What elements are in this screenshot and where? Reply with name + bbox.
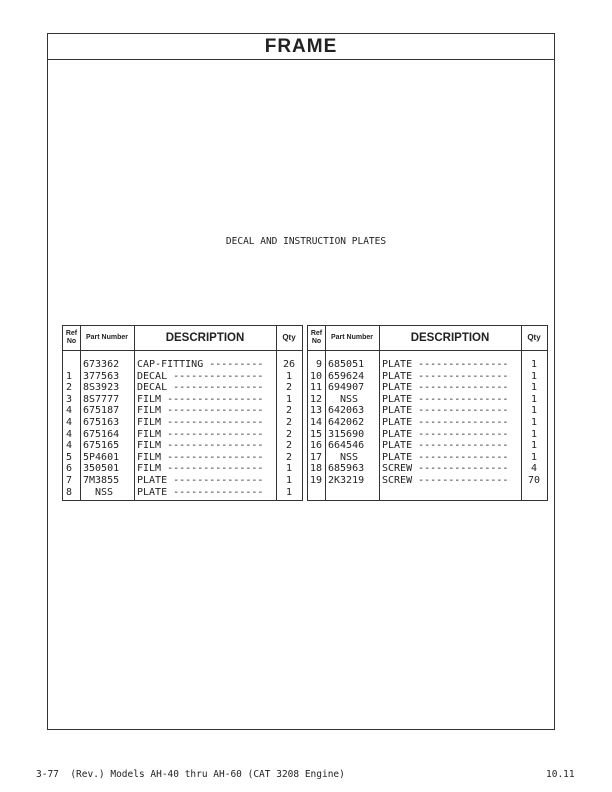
description-cell: FILM ---------------- <box>137 405 264 417</box>
qty-cell: 26 <box>282 359 296 370</box>
description-cell: PLATE --------------- <box>382 440 509 452</box>
qty-cell: 1 <box>530 370 538 382</box>
header-part-number: Part Number <box>85 334 128 341</box>
description-cell: FILM ---------------- <box>137 393 264 405</box>
description-cell: DECAL --------------- <box>137 382 264 394</box>
qty-cell: 1 <box>285 486 293 498</box>
ref-no-cell: 4 <box>66 416 73 428</box>
qty-cell: 2 <box>285 428 293 440</box>
description-cell: CAP-FITTING --------- <box>137 359 264 370</box>
header-ref-no: Ref No <box>310 330 323 345</box>
section-subtitle: DECAL AND INSTRUCTION PLATES <box>225 236 387 247</box>
table-row <box>63 452 302 464</box>
part-number-cell: 675165 <box>83 440 120 452</box>
table-row <box>63 371 302 383</box>
description-cell: FILM ---------------- <box>137 463 264 475</box>
description-cell: PLATE --------------- <box>382 370 509 382</box>
description-cell: FILM ---------------- <box>137 451 264 463</box>
table-header <box>308 326 547 351</box>
page-title: FRAME <box>48 34 554 60</box>
table-row <box>63 405 302 417</box>
description-cell: PLATE --------------- <box>382 359 509 370</box>
ref-no-cell: 4 <box>66 428 73 440</box>
part-number-cell: 5P4601 <box>83 451 120 463</box>
part-number-cell: 315690 <box>328 428 365 440</box>
description-cell: FILM ---------------- <box>137 440 264 452</box>
qty-cell: 2 <box>285 405 293 417</box>
table-row <box>308 417 547 429</box>
part-number-cell: 694907 <box>328 382 365 394</box>
description-cell: FILM ---------------- <box>137 428 264 440</box>
ref-no-cell: 1 <box>66 370 73 382</box>
ref-no-cell: 6 <box>66 463 73 475</box>
qty-cell: 1 <box>530 382 538 394</box>
table-body <box>63 359 302 498</box>
qty-cell: 1 <box>530 393 538 405</box>
part-number-cell: 642062 <box>328 416 365 428</box>
ref-no-cell: 18 <box>309 463 322 475</box>
part-number-cell: NSS <box>95 486 114 498</box>
part-number-cell: 7M3855 <box>83 474 120 486</box>
qty-cell: 1 <box>530 416 538 428</box>
table-row <box>308 475 547 487</box>
qty-cell: 1 <box>530 405 538 417</box>
qty-cell: 1 <box>285 370 293 382</box>
ref-no-cell: 4 <box>66 440 73 452</box>
description-cell: FILM ---------------- <box>137 416 264 428</box>
table-row <box>308 452 547 464</box>
header-qty: Qty <box>282 333 296 342</box>
description-cell: SCREW --------------- <box>382 474 509 486</box>
part-number-cell: 8S3923 <box>83 382 120 394</box>
qty-cell: 2 <box>285 382 293 394</box>
table-row <box>63 382 302 394</box>
qty-cell: 1 <box>285 393 293 405</box>
parts-table-left <box>62 325 303 501</box>
description-cell: PLATE --------------- <box>382 451 509 463</box>
table-row <box>63 429 302 441</box>
table-row <box>308 371 547 383</box>
table-row <box>63 463 302 475</box>
table-row <box>63 359 302 371</box>
table-row <box>63 417 302 429</box>
part-number-cell: 377563 <box>83 370 120 382</box>
qty-cell: 1 <box>530 451 538 463</box>
header-qty: Qty <box>527 333 541 342</box>
description-cell: PLATE --------------- <box>137 474 264 486</box>
description-cell: PLATE --------------- <box>137 486 264 498</box>
part-number-cell: 350501 <box>83 463 120 475</box>
footer-page-number: 10.11 <box>546 769 575 780</box>
ref-no-cell: 3 <box>66 393 73 405</box>
table-row <box>308 440 547 452</box>
qty-cell: 1 <box>530 440 538 452</box>
ref-no-cell: 7 <box>66 474 73 486</box>
ref-no-cell: 17 <box>309 451 322 463</box>
table-row <box>63 475 302 487</box>
ref-no-cell: 4 <box>66 405 73 417</box>
part-number-cell: 675164 <box>83 428 120 440</box>
qty-cell: 1 <box>285 463 293 475</box>
table-row <box>308 382 547 394</box>
ref-no-cell: 9 <box>315 359 322 370</box>
ref-no-cell: 13 <box>309 405 322 417</box>
part-number-cell: 664546 <box>328 440 365 452</box>
part-number-cell: 675163 <box>83 416 120 428</box>
part-number-cell: 8S7777 <box>83 393 120 405</box>
header-description: DESCRIPTION <box>165 332 245 344</box>
qty-cell: 2 <box>285 440 293 452</box>
part-number-cell: 685963 <box>328 463 365 475</box>
part-number-cell: 675187 <box>83 405 120 417</box>
ref-no-cell: 19 <box>309 474 322 486</box>
description-cell: SCREW --------------- <box>382 463 509 475</box>
part-number-cell: NSS <box>340 451 359 463</box>
description-cell: PLATE --------------- <box>382 405 509 417</box>
table-row <box>308 429 547 441</box>
qty-cell: 1 <box>530 359 538 370</box>
part-number-cell: 2K3219 <box>328 474 365 486</box>
description-cell: PLATE --------------- <box>382 428 509 440</box>
table-row <box>63 440 302 452</box>
ref-no-cell: 12 <box>309 393 322 405</box>
table-row <box>63 487 302 499</box>
ref-no-cell: 2 <box>66 382 73 394</box>
ref-no-cell: 11 <box>309 382 322 394</box>
table-row <box>308 463 547 475</box>
table-row <box>308 394 547 406</box>
table-row <box>308 359 547 371</box>
ref-no-cell: 5 <box>66 451 73 463</box>
ref-no-cell: 15 <box>309 428 322 440</box>
qty-cell: 1 <box>530 428 538 440</box>
part-number-cell: 673362 <box>83 359 120 370</box>
qty-cell: 70 <box>527 474 541 486</box>
description-cell: PLATE --------------- <box>382 416 509 428</box>
qty-cell: 1 <box>285 474 293 486</box>
part-number-cell: 685051 <box>328 359 365 370</box>
table-body <box>308 359 547 487</box>
parts-table-right <box>307 325 548 501</box>
footer-model-info: 3-77 (Rev.) Models AH-40 thru AH-60 (CAT 3208 Engine) <box>36 769 345 780</box>
table-row <box>308 405 547 417</box>
qty-cell: 2 <box>285 451 293 463</box>
ref-no-cell: 14 <box>309 416 322 428</box>
header-part-number: Part Number <box>330 334 373 341</box>
description-cell: DECAL --------------- <box>137 370 264 382</box>
part-number-cell: 642063 <box>328 405 365 417</box>
description-cell: PLATE --------------- <box>382 382 509 394</box>
header-ref-no: Ref No <box>65 330 78 345</box>
part-number-cell: 659624 <box>328 370 365 382</box>
qty-cell: 4 <box>530 463 538 475</box>
part-number-cell: NSS <box>340 393 359 405</box>
qty-cell: 2 <box>285 416 293 428</box>
description-cell: PLATE --------------- <box>382 393 509 405</box>
table-row <box>63 394 302 406</box>
header-description: DESCRIPTION <box>410 332 490 344</box>
ref-no-cell: 16 <box>309 440 322 452</box>
ref-no-cell: 8 <box>66 486 73 498</box>
ref-no-cell: 10 <box>309 370 322 382</box>
table-header <box>63 326 302 351</box>
